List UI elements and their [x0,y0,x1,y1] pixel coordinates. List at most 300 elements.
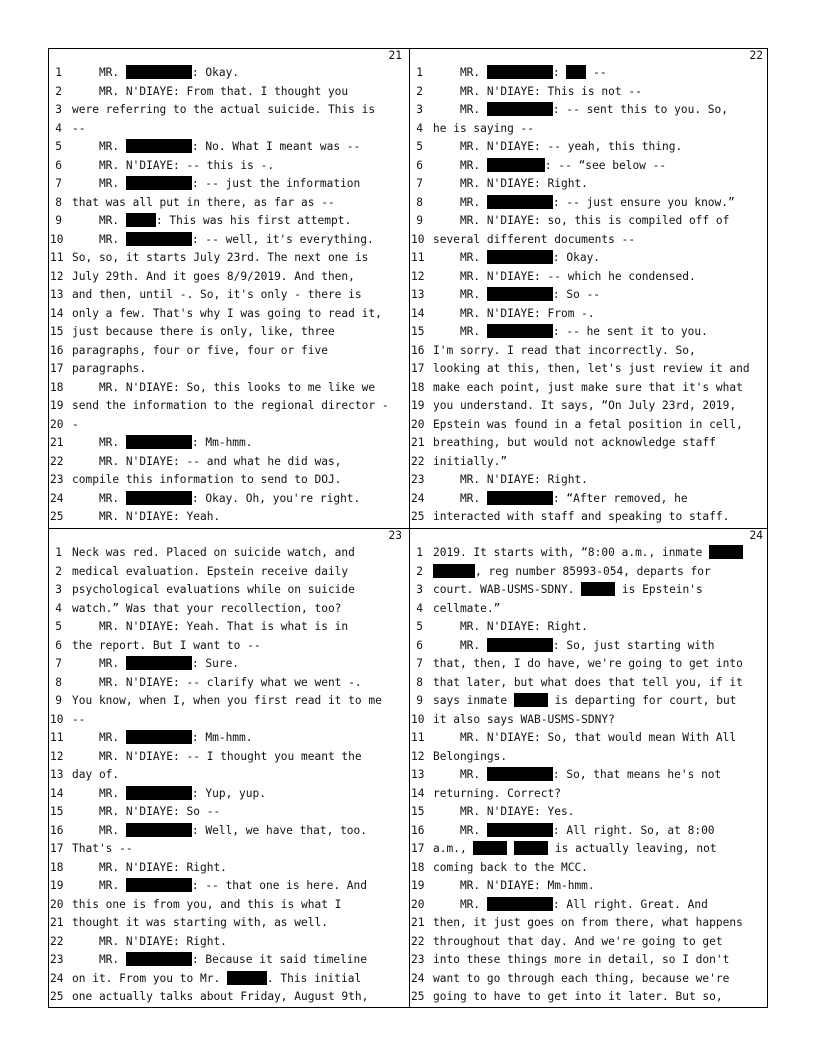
line-number: 9 [416,694,423,707]
line-number: 15 [411,805,425,818]
line-text-segment: : Well, we have that, too. [191,823,368,837]
transcript-line [409,175,588,193]
line-text-segment: only a few. That's why I was going to read it, [72,306,382,320]
line-text-segment: : All right. Great. And [552,897,708,911]
line-number: 24 [411,491,425,505]
line-number: 19 [411,399,425,412]
line-text [72,286,362,304]
line-number: 9 [55,214,62,227]
transcript-line [409,618,588,636]
line-text-segment: MR. [433,195,487,209]
line-text-segment: that later, but what does that tell you, if it [433,675,743,689]
transcript-line [48,637,261,655]
line-text [72,748,362,766]
transcript-line [409,563,711,581]
line-text [433,397,736,415]
line-number: 2 [416,564,423,578]
line-number: 3 [416,103,423,116]
line-text-segment: going to have to get into it later. But so, [433,990,723,1003]
transcript-line [48,194,335,212]
line-text [72,379,375,397]
line-text-segment: : Sure. [191,657,240,670]
line-text-segment: . This initial [266,971,362,985]
line-number: 3 [416,583,423,596]
line-number: 17 [50,362,64,375]
line-text-segment: : Mm-hmm. [191,731,253,744]
transcript-line [409,877,595,895]
transcript-line [409,711,615,729]
transcript-line [48,970,361,988]
line-number: 5 [416,140,423,153]
line-text-segment: MR. N'DIAYE: -- this is -. [72,158,275,172]
transcript-line [48,877,367,895]
line-text [72,803,220,821]
transcript-line [409,360,750,378]
line-text-segment: MR. N'DIAYE: -- yeah, this thing. [433,140,683,153]
redaction-box [126,435,192,449]
line-text [72,194,335,212]
line-text-segment: I'm sorry. I read that incorrectly. So, [433,343,696,357]
line-text [72,490,360,508]
line-number: 18 [50,380,64,394]
redaction-box [126,491,192,505]
line-number: 24 [50,971,64,985]
line-text-segment: MR. [433,638,487,652]
line-text-segment: MR. [72,731,126,744]
line-number: 16 [411,343,425,357]
line-number: 13 [411,288,425,301]
line-text-segment: MR. [433,66,487,79]
line-number: 9 [416,214,423,227]
redaction-box [487,823,553,837]
line-text-segment: MR. [433,251,487,264]
line-number: 7 [55,177,62,190]
line-number: 3 [55,583,62,596]
transcript-line [48,748,362,766]
transcript-line [409,637,715,655]
line-number: 11 [411,251,425,264]
line-number: 9 [55,694,62,707]
transcript-line [409,655,743,673]
line-text-segment: compile this information to send to DOJ. [72,473,342,486]
line-text [433,64,607,82]
line-text [72,618,348,636]
line-text [433,286,600,304]
line-text-segment: MR. [433,325,487,338]
line-number: 5 [55,620,62,633]
line-text-segment: want to go through each thing, because we're [433,971,730,985]
line-number: 20 [411,417,425,431]
line-text-segment: throughout that day. And we're going to get [433,934,723,948]
transcript-line [409,785,561,803]
line-text [72,581,355,599]
redaction-box [126,139,192,153]
line-text-segment: coming back to the MCC. [433,860,588,874]
transcript-line [409,748,507,766]
redaction-box [126,878,192,892]
transcript-line [409,988,723,1006]
transcript-line [48,692,382,710]
transcript-line [48,840,133,858]
line-number: 19 [50,879,64,892]
line-number: 10 [411,232,425,246]
line-text-segment: -- [72,121,86,135]
line-number: 5 [416,620,423,633]
line-text-segment: MR. N'DIAYE: Right. [72,860,227,874]
transcript-line [409,453,507,471]
line-text-segment: MR. [433,103,487,116]
transcript-line [48,397,389,415]
line-text [72,692,382,710]
line-text-segment: MR. N'DIAYE: So -- [72,805,221,818]
transcript-line [409,286,600,304]
line-number: 13 [411,768,425,781]
line-text-segment: : -- that one is here. And [191,879,368,892]
transcript-line [48,64,239,82]
line-text [72,434,253,452]
line-text-segment: this one is from you, and this is what I [72,897,342,911]
line-text-segment: MR. N'DIAYE: -- which he condensed. [433,269,696,283]
line-number: 16 [50,343,64,357]
line-number: 25 [50,990,64,1003]
line-text-segment: , reg number 85993-054, departs for [475,564,711,578]
line-text-segment: one actually talks about Friday, August 9th, [72,990,369,1003]
page-number: 22 [749,49,763,62]
line-text-segment: : [552,66,567,79]
transcript-page-24 [409,528,769,1008]
line-text-segment: : -- “see below -- [544,158,667,172]
line-text [72,231,374,249]
line-text-segment: MR. [72,786,126,800]
line-text [72,249,368,267]
line-text-segment: : Okay. [191,66,240,79]
line-text-segment: MR. [433,768,487,781]
transcript-line [48,785,266,803]
line-text [72,471,341,489]
transcript-line [48,453,341,471]
line-text [433,305,595,323]
line-number: 16 [411,823,425,837]
line-text-segment: is actually leaving, not [548,842,717,855]
line-text-segment: - [72,417,79,431]
line-text [433,268,696,286]
line-text-segment: make each point, just make sure that it's what [433,380,743,394]
transcript-line [409,157,666,175]
transcript-line [48,434,253,452]
line-number: 16 [50,823,64,837]
line-text-segment: MR. N'DIAYE: Right. [433,473,588,486]
transcript-line [409,120,534,138]
line-number: 1 [416,546,423,559]
line-text [433,618,588,636]
line-text [72,840,133,858]
line-number: 12 [411,749,425,763]
line-text-segment: : All right. So, at 8:00 [552,823,715,837]
line-number: 14 [411,786,425,800]
line-text-segment: that, then, I do have, we're going to get into [433,657,743,670]
line-text [72,711,85,729]
redaction-box [566,65,586,79]
transcript-line [48,951,367,969]
redaction-box [126,176,192,190]
line-number: 10 [50,712,64,726]
line-text [72,914,328,932]
line-text [433,692,736,710]
line-text-segment: MR. N'DIAYE: -- and what he did was, [72,454,342,468]
line-number: 21 [50,916,64,929]
line-text-segment: You know, when I, when you first read it to me [72,694,382,707]
line-text [433,323,708,341]
redaction-box [126,656,192,670]
line-number: 12 [50,269,64,283]
line-text-segment: is departing for court, but [547,694,737,707]
redaction-box [126,730,192,744]
transcript-line [48,859,227,877]
line-number: 13 [50,288,64,301]
line-number: 12 [50,749,64,763]
line-text [72,766,119,784]
line-text [72,877,367,895]
line-text-segment: : -- he sent it to you. [552,325,708,338]
line-number: 25 [411,510,425,523]
transcript-line [409,544,743,562]
redaction-box [487,195,553,209]
line-number: 14 [50,306,64,320]
redaction-box [433,564,475,578]
line-number: 8 [416,675,423,689]
line-text-segment: returning. Correct? [433,786,561,800]
line-text-segment: the report. But I want to -- [72,638,261,652]
line-text [72,101,375,119]
transcript-line [48,83,348,101]
line-text-segment: MR. [72,140,126,153]
line-text [72,859,227,877]
transcript-line [48,231,374,249]
line-text-segment: : Okay. [552,251,601,264]
page-number: 24 [749,529,763,542]
line-text [433,120,534,138]
redaction-box [487,324,553,338]
line-text [433,231,635,249]
line-text-segment: MR. N'DIAYE: Right. [72,934,227,948]
line-text [72,268,355,286]
line-text-segment: thought it was starting with, as well. [72,916,328,929]
line-number: 4 [416,121,423,135]
line-number: 15 [50,805,64,818]
redaction-box [126,213,156,227]
line-text-segment: MR. [72,953,126,966]
line-text-segment: paragraphs, four or five, four or five [72,343,328,357]
line-number: 1 [55,546,62,559]
line-text-segment: MR. N'DIAYE: So, this looks to me like we [72,380,376,394]
line-text [72,674,362,692]
transcript-line [409,508,729,526]
line-text [433,342,696,360]
line-number: 15 [50,325,64,338]
page-number: 21 [388,49,402,62]
transcript-line [409,342,696,360]
line-text [433,729,736,747]
transcript-line [409,305,595,323]
line-text [433,434,716,452]
line-number: 20 [50,417,64,431]
transcript-line [409,729,736,747]
line-number: 6 [416,638,423,652]
transcript-line [409,268,696,286]
redaction-box [487,767,553,781]
line-number: 1 [416,66,423,79]
line-text [433,453,507,471]
line-text-segment: MR. [72,214,126,227]
line-text-segment: MR. [433,823,487,837]
line-number: 20 [411,897,425,911]
line-text-segment: MR. [72,879,126,892]
line-text [433,840,717,858]
transcript-line [409,692,736,710]
redaction-box [487,65,553,79]
transcript-line [48,342,328,360]
line-text-segment: MR. [72,657,126,670]
line-number: 20 [50,897,64,911]
line-text [72,988,368,1006]
line-number: 7 [416,177,423,190]
line-text-segment: and then, until -. So, it's only - there is [72,288,362,301]
line-text [433,951,729,969]
transcript-line [409,434,716,452]
transcript-page-23 [48,528,408,1008]
line-number: 21 [411,436,425,449]
line-number: 17 [50,842,64,855]
line-text-segment: MR. [72,232,126,246]
redaction-box [126,65,192,79]
transcript-line [409,933,723,951]
line-text-segment: MR. [433,158,487,172]
transcript-line [48,490,360,508]
transcript-line [409,379,743,397]
line-text-segment: MR. N'DIAYE: So, that would mean With All [433,731,737,744]
line-text-segment: : -- well, it's everything. [191,232,374,246]
line-number: 24 [411,971,425,985]
line-number: 23 [411,473,425,486]
line-text-segment: Neck was red. Placed on suicide watch, and [72,546,355,559]
line-text-segment: MR. N'DIAYE: From -. [433,306,595,320]
line-text [72,896,341,914]
line-text-segment: interacted with staff and speaking to staff. [433,510,730,523]
redaction-box [709,545,743,559]
line-text [433,711,615,729]
line-number: 12 [411,269,425,283]
line-text-segment: : No. What I meant was -- [191,140,361,153]
line-number: 15 [411,325,425,338]
transcript-line [48,600,341,618]
line-text [72,305,382,323]
line-text-segment: watch.” Was that your recollection, too? [72,601,342,615]
line-text-segment: -- [72,712,86,726]
line-text-segment: that was all put in there, as far as -- [72,195,335,209]
line-text [72,655,239,673]
line-number: 4 [55,121,62,135]
line-text [433,970,729,988]
line-text [72,508,220,526]
redaction-box [487,491,553,505]
redaction-box [126,786,192,800]
transcript-line [48,766,119,784]
line-text [433,416,743,434]
line-text-segment: you understand. It says, “On July 23rd, 2019, [433,399,737,412]
redaction-box [126,232,192,246]
transcript-line [409,859,588,877]
line-text [72,729,253,747]
line-text [433,600,500,618]
redaction-box [126,952,192,966]
transcript-line [409,600,500,618]
line-number: 18 [50,860,64,874]
line-text [72,64,239,82]
line-number: 14 [411,306,425,320]
line-text [433,748,507,766]
line-number: 7 [416,657,423,670]
line-text [433,379,743,397]
line-text [72,563,348,581]
line-text [433,194,735,212]
transcript-line [409,194,735,212]
transcript-line [409,674,743,692]
line-text-segment: on it. From you to Mr. [72,971,227,985]
line-text-segment: : So, that means he's not [552,768,722,781]
line-text [433,655,743,673]
transcript-line [48,138,360,156]
line-text [72,416,79,434]
redaction-box [514,841,548,855]
transcript-line [409,397,736,415]
transcript-line [409,416,743,434]
transcript-line [48,416,79,434]
transcript-line [409,766,721,784]
line-text [72,342,328,360]
transcript-line [48,323,335,341]
line-text [72,360,146,378]
line-number: 22 [50,934,64,948]
transcript-line [409,581,703,599]
line-number: 10 [50,232,64,246]
line-number: 6 [416,158,423,172]
transcript-line [48,175,360,193]
line-text-segment: : This was his first attempt. [155,214,352,227]
transcript-line [48,268,355,286]
line-text-segment: medical evaluation. Epstein receive daily [72,564,349,578]
line-text-segment: So, so, it starts July 23rd. The next one is [72,251,369,264]
line-number: 11 [50,251,64,264]
line-text-segment: MR. [433,288,487,301]
transcript-line [48,544,355,562]
line-text [72,785,266,803]
redaction-box [227,971,267,985]
line-text-segment: he is saying -- [433,121,535,135]
line-text-segment: looking at this, then, let's just review it and [433,362,750,375]
line-text [72,397,389,415]
redaction-box [487,158,545,172]
line-number: 1 [55,66,62,79]
line-text [72,157,274,175]
line-text-segment: : -- just ensure you know.” [552,195,735,209]
line-number: 19 [411,879,425,892]
transcript-line [409,101,728,119]
line-text-segment [507,842,514,855]
line-text [433,471,588,489]
transcript-line [48,711,85,729]
line-text-segment: MR. N'DIAYE: -- clarify what we went -. [72,675,362,689]
line-number: 14 [50,786,64,800]
